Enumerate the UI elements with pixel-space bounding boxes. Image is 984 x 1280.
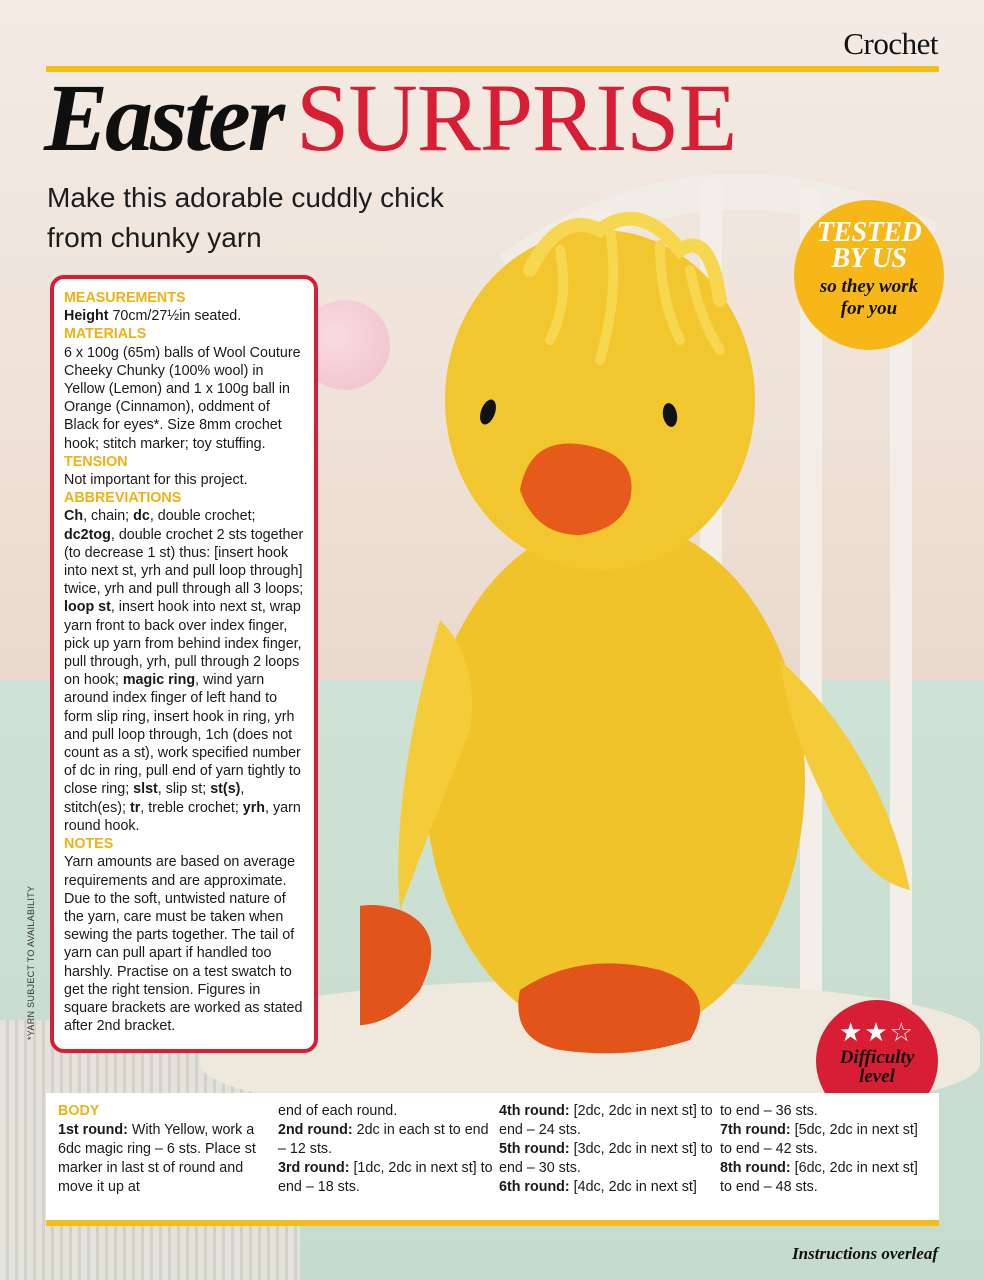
section-label: Crochet	[843, 26, 938, 61]
abbr-tr-def: , treble crochet;	[140, 799, 243, 816]
round-6-text: [4dc, 2dc in next st]	[569, 1179, 697, 1195]
title-word-easter: Easter	[44, 64, 283, 171]
notes-heading: NOTES	[64, 836, 114, 853]
abbr-yrh: yrh	[242, 799, 266, 816]
round-1-continued: end of each round.	[278, 1103, 398, 1119]
title-word-surprise: SURPRISE	[296, 64, 737, 171]
round-7-label: 7th round:	[720, 1122, 791, 1138]
abbr-sts: st(s)	[210, 781, 241, 798]
notes-text: Yarn amounts are based on average requirements and are approximate. Due to the soft, untwisted nature of the yarn, care must be taken when sewing the parts together. The tail of yarn can pull apart if handled too harshly. Practise on a test swatch to get the right tension. Figures in square brackets are worked as stated after 2nd bracket.	[64, 854, 303, 1035]
abbr-ch: Ch	[64, 508, 84, 525]
height-value: 70cm/27½in seated.	[108, 308, 242, 325]
instructions-overleaf: Instructions overleaf	[792, 1244, 938, 1263]
bottom-rule	[46, 1220, 939, 1226]
abbr-slst-def: , slip st;	[157, 781, 211, 798]
badge-line2: BY US	[831, 243, 907, 274]
difficulty-line1: Difficulty	[839, 1047, 915, 1068]
materials-text: 6 x 100g (65m) balls of Wool Couture Cheeky Chunky (100% wool) in Yellow (Lemon) and 1 x 100g ball in Orange (Cinnamon), oddment of Black for eyes*. Size 8mm crochet hook; stitch marker; toy stuffing.	[64, 344, 301, 452]
round-6	[499, 1178, 720, 1197]
badge-line1: TESTED	[816, 217, 922, 248]
tested-badge	[794, 200, 944, 350]
body-col-4	[720, 1102, 925, 1197]
round-3	[278, 1159, 499, 1197]
page-title	[44, 64, 737, 171]
abbr-ch-def: , chain;	[83, 508, 134, 525]
height-label: Height	[64, 308, 109, 325]
subtitle: Make this adorable cuddly chick from chunky yarn	[47, 182, 444, 253]
badge-line4: for you	[840, 298, 898, 319]
round-6-label: 6th round:	[499, 1179, 570, 1195]
abbr-loop-st-def: , insert hook into next st, wrap yarn front to back over index finger, pick up yarn from behind index finger, pull through, yrh, pull through 2 loops on hook;	[64, 599, 302, 689]
abbr-dc2tog-def: , double crochet 2 sts together (to decrease 1 st) thus: [insert hook into next st, yrh and pull loop through] twice, yrh and pull through all 3 loops;	[64, 526, 304, 598]
round-2-text: 2dc in each st to end – 12 sts.	[278, 1122, 489, 1157]
body-col-3	[499, 1102, 720, 1197]
abbr-dc2tog: dc2tog	[64, 526, 111, 543]
round-4-label: 4th round:	[499, 1103, 570, 1119]
yarn-availability-note: *YARN SUBJECT TO AVAILABILITY	[26, 885, 36, 1040]
body-heading: BODY	[58, 1103, 100, 1119]
round-8-text: [6dc, 2dc in next st] to end – 48 sts.	[720, 1160, 918, 1195]
round-5-text: [3dc, 2dc in next st] to end – 30 sts.	[499, 1141, 713, 1176]
round-2	[278, 1121, 499, 1159]
abbr-dc-def: , double crochet;	[149, 508, 256, 525]
round-6-continued: to end – 36 sts.	[720, 1103, 818, 1119]
body-col-1	[58, 1102, 278, 1197]
round-7-text: [5dc, 2dc in next st] to end – 42 sts.	[720, 1122, 918, 1157]
abbr-dc: dc	[133, 508, 150, 525]
round-8-label: 8th round:	[720, 1160, 791, 1176]
round-3-label: 3rd round:	[278, 1160, 350, 1176]
round-5	[499, 1140, 720, 1178]
badge-line3: so they work	[819, 276, 919, 297]
abbr-tr: tr	[129, 799, 141, 816]
body-instructions-panel	[46, 1093, 939, 1220]
difficulty-line2: level	[859, 1066, 895, 1087]
abbr-magic-ring-def: , wind yarn around index finger of left hand to form slip ring, insert hook in ring, yrh and pull loop through, 1ch (does not count as a st), work specified number of dc in ring, pull end of yarn tightly to close ring;	[64, 672, 301, 798]
round-8	[720, 1159, 925, 1197]
tension-text: Not important for this project.	[64, 472, 248, 489]
round-1-text: With Yellow, work a 6dc magic ring – 6 sts. Place st marker in last st of round and move it up at	[58, 1122, 256, 1195]
abbr-sts-def: , stitch(es);	[64, 781, 245, 816]
info-box	[50, 275, 318, 1053]
materials-heading: MATERIALS	[64, 326, 147, 343]
abbr-magic-ring: magic ring	[122, 672, 196, 689]
round-7	[720, 1121, 925, 1159]
abbreviations-heading: ABBREVIATIONS	[64, 490, 182, 507]
round-3-text: [1dc, 2dc in next st] to end – 18 sts.	[278, 1160, 493, 1195]
abbr-slst: slst	[133, 781, 158, 798]
round-5-label: 5th round:	[499, 1141, 570, 1157]
abbr-loop-st: loop st	[64, 599, 111, 616]
measurements-text	[64, 307, 306, 325]
tension-heading: TENSION	[64, 453, 128, 470]
round-1	[58, 1121, 278, 1197]
measurements-heading: MEASUREMENTS	[64, 290, 186, 306]
round-4-text: [2dc, 2dc in next st] to end – 24 sts.	[499, 1103, 713, 1138]
abbr-yrh-def: , yarn round hook.	[64, 799, 301, 834]
abbreviations-text	[64, 507, 306, 835]
difficulty-stars-icon: ★★☆	[839, 1018, 915, 1047]
round-2-label: 2nd round:	[278, 1122, 353, 1138]
round-1-label: 1st round:	[58, 1122, 128, 1138]
round-4	[499, 1102, 720, 1140]
body-col-2	[278, 1102, 499, 1197]
